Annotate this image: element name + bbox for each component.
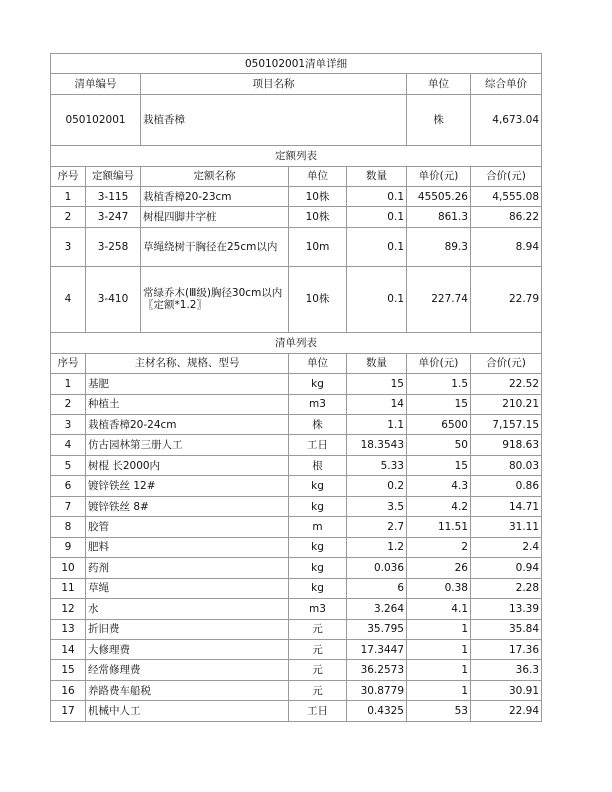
- quota-no: 1: [51, 186, 86, 206]
- bill-detail-sheet: [50, 53, 541, 722]
- material-no: 14: [51, 640, 86, 660]
- quota-row: [51, 207, 542, 227]
- quota-name: 栽植香樟20-23cm: [141, 186, 289, 206]
- material-row: [51, 517, 542, 537]
- material-price: 11.51: [407, 517, 471, 537]
- bill-detail-table: [50, 53, 542, 722]
- material-unit: kg: [289, 374, 347, 394]
- material-unit: m3: [289, 599, 347, 619]
- material-no: 1: [51, 374, 86, 394]
- list-header-name: 项目名称: [141, 74, 407, 94]
- title-row: [51, 54, 542, 74]
- material-header-row: [51, 353, 542, 373]
- material-name: 树棍 长2000内: [86, 455, 289, 475]
- material-header-no: 序号: [51, 353, 86, 373]
- material-price: 0.38: [407, 578, 471, 598]
- material-total: 36.3: [471, 660, 542, 680]
- material-name: 胶管: [86, 517, 289, 537]
- material-unit: 工日: [289, 701, 347, 722]
- quota-total: 22.79: [471, 266, 542, 332]
- quota-header-name: 定额名称: [141, 166, 289, 186]
- material-section-row: [51, 333, 542, 353]
- quota-name: 常绿乔木(Ⅲ级)胸径30cm以内〖定额*1.2〗: [141, 266, 289, 332]
- material-name: 镀锌铁丝 12#: [86, 476, 289, 496]
- material-total: 31.11: [471, 517, 542, 537]
- material-row: [51, 680, 542, 700]
- quota-no: 2: [51, 207, 86, 227]
- list-item-row: [51, 94, 542, 145]
- quota-code: 3-410: [86, 266, 141, 332]
- material-price: 26: [407, 558, 471, 578]
- material-unit: kg: [289, 496, 347, 516]
- material-qty: 2.7: [347, 517, 407, 537]
- material-total: 14.71: [471, 496, 542, 516]
- material-qty: 1.1: [347, 415, 407, 435]
- material-name: 仿古园林第三册人工: [86, 435, 289, 455]
- material-qty: 15: [347, 374, 407, 394]
- quota-unit: 10株: [289, 207, 347, 227]
- material-price: 1: [407, 640, 471, 660]
- material-qty: 6: [347, 578, 407, 598]
- material-row: [51, 537, 542, 557]
- list-header-unit: 单位: [407, 74, 471, 94]
- material-price: 2: [407, 537, 471, 557]
- material-price: 1: [407, 660, 471, 680]
- material-row: [51, 415, 542, 435]
- material-row: [51, 640, 542, 660]
- quota-qty: 0.1: [347, 186, 407, 206]
- material-unit: 元: [289, 640, 347, 660]
- material-no: 5: [51, 455, 86, 475]
- material-name: 种植土: [86, 394, 289, 414]
- material-name: 经常修理费: [86, 660, 289, 680]
- material-qty: 3.264: [347, 599, 407, 619]
- quota-price: 861.3: [407, 207, 471, 227]
- quota-header-no: 序号: [51, 166, 86, 186]
- material-price: 15: [407, 394, 471, 414]
- material-no: 16: [51, 680, 86, 700]
- list-header-code: 清单编号: [51, 74, 141, 94]
- material-no: 17: [51, 701, 86, 722]
- material-price: 1: [407, 619, 471, 639]
- material-qty: 17.3447: [347, 640, 407, 660]
- material-price: 1: [407, 680, 471, 700]
- material-total: 0.86: [471, 476, 542, 496]
- material-name: 草绳: [86, 578, 289, 598]
- quota-price: 45505.26: [407, 186, 471, 206]
- material-name: 肥料: [86, 537, 289, 557]
- material-qty: 5.33: [347, 455, 407, 475]
- list-item-price: 4,673.04: [471, 94, 542, 145]
- quota-name: 树棍四脚井字桩: [141, 207, 289, 227]
- material-price: 15: [407, 455, 471, 475]
- material-total: 17.36: [471, 640, 542, 660]
- material-name: 药剂: [86, 558, 289, 578]
- material-qty: 35.795: [347, 619, 407, 639]
- material-qty: 0.036: [347, 558, 407, 578]
- quota-code: 3-247: [86, 207, 141, 227]
- material-no: 2: [51, 394, 86, 414]
- material-unit: 元: [289, 680, 347, 700]
- material-name: 养路费车船税: [86, 680, 289, 700]
- list-item-unit: 株: [407, 94, 471, 145]
- material-unit: 元: [289, 660, 347, 680]
- material-unit: 株: [289, 415, 347, 435]
- material-total: 30.91: [471, 680, 542, 700]
- quota-qty: 0.1: [347, 207, 407, 227]
- material-qty: 18.3543: [347, 435, 407, 455]
- material-unit: m3: [289, 394, 347, 414]
- material-total: 13.39: [471, 599, 542, 619]
- material-row: [51, 701, 542, 722]
- material-row: [51, 435, 542, 455]
- material-total: 918.63: [471, 435, 542, 455]
- material-name: 镀锌铁丝 8#: [86, 496, 289, 516]
- material-header-total: 合价(元): [471, 353, 542, 373]
- material-no: 12: [51, 599, 86, 619]
- material-name: 水: [86, 599, 289, 619]
- material-total: 22.52: [471, 374, 542, 394]
- material-row: [51, 578, 542, 598]
- material-row: [51, 599, 542, 619]
- material-unit: 工日: [289, 435, 347, 455]
- material-row: [51, 394, 542, 414]
- material-qty: 14: [347, 394, 407, 414]
- quota-header-unit: 单位: [289, 166, 347, 186]
- material-unit: 根: [289, 455, 347, 475]
- list-item-code: 050102001: [51, 94, 141, 145]
- quota-name: 草绳绕树干胸径在25cm以内: [141, 227, 289, 266]
- material-price: 6500: [407, 415, 471, 435]
- quota-row: [51, 186, 542, 206]
- material-total: 2.4: [471, 537, 542, 557]
- material-no: 6: [51, 476, 86, 496]
- material-section-title: 清单列表: [51, 333, 542, 353]
- list-header-price: 综合单价: [471, 74, 542, 94]
- material-total: 2.28: [471, 578, 542, 598]
- material-price: 50: [407, 435, 471, 455]
- material-no: 3: [51, 415, 86, 435]
- quota-total: 4,555.08: [471, 186, 542, 206]
- material-unit: kg: [289, 558, 347, 578]
- material-qty: 36.2573: [347, 660, 407, 680]
- quota-total: 8.94: [471, 227, 542, 266]
- quota-section-row: [51, 146, 542, 166]
- quota-code: 3-258: [86, 227, 141, 266]
- quota-unit: 10m: [289, 227, 347, 266]
- quota-row: [51, 266, 542, 332]
- material-name: 栽植香樟20-24cm: [86, 415, 289, 435]
- quota-header-row: [51, 166, 542, 186]
- material-header-unit: 单位: [289, 353, 347, 373]
- quota-total: 86.22: [471, 207, 542, 227]
- material-no: 4: [51, 435, 86, 455]
- material-row: [51, 558, 542, 578]
- material-header-qty: 数量: [347, 353, 407, 373]
- quota-header-price: 单价(元): [407, 166, 471, 186]
- quota-qty: 0.1: [347, 227, 407, 266]
- material-total: 7,157.15: [471, 415, 542, 435]
- material-name: 大修理费: [86, 640, 289, 660]
- quota-price: 89.3: [407, 227, 471, 266]
- material-no: 13: [51, 619, 86, 639]
- material-row: [51, 660, 542, 680]
- material-no: 8: [51, 517, 86, 537]
- material-price: 4.2: [407, 496, 471, 516]
- material-no: 9: [51, 537, 86, 557]
- material-name: 机械中人工: [86, 701, 289, 722]
- quota-section-title: 定额列表: [51, 146, 542, 166]
- material-name: 基肥: [86, 374, 289, 394]
- material-price: 1.5: [407, 374, 471, 394]
- material-total: 210.21: [471, 394, 542, 414]
- material-total: 80.03: [471, 455, 542, 475]
- quota-unit: 10株: [289, 266, 347, 332]
- material-no: 11: [51, 578, 86, 598]
- material-total: 0.94: [471, 558, 542, 578]
- material-header-name: 主材名称、规格、型号: [86, 353, 289, 373]
- material-price: 4.1: [407, 599, 471, 619]
- material-row: [51, 374, 542, 394]
- material-name: 折旧费: [86, 619, 289, 639]
- quota-code: 3-115: [86, 186, 141, 206]
- material-row: [51, 619, 542, 639]
- material-qty: 3.5: [347, 496, 407, 516]
- quota-qty: 0.1: [347, 266, 407, 332]
- material-row: [51, 455, 542, 475]
- material-total: 35.84: [471, 619, 542, 639]
- material-unit: kg: [289, 537, 347, 557]
- quota-unit: 10株: [289, 186, 347, 206]
- material-unit: kg: [289, 476, 347, 496]
- material-qty: 1.2: [347, 537, 407, 557]
- list-header-row: [51, 74, 542, 94]
- material-row: [51, 496, 542, 516]
- quota-no: 4: [51, 266, 86, 332]
- material-price: 4.3: [407, 476, 471, 496]
- material-no: 10: [51, 558, 86, 578]
- sheet-title: 050102001清单详细: [51, 54, 542, 74]
- material-unit: m: [289, 517, 347, 537]
- material-unit: kg: [289, 578, 347, 598]
- quota-header-total: 合价(元): [471, 166, 542, 186]
- material-price: 53: [407, 701, 471, 722]
- material-total: 22.94: [471, 701, 542, 722]
- material-qty: 0.2: [347, 476, 407, 496]
- material-no: 7: [51, 496, 86, 516]
- material-qty: 0.4325: [347, 701, 407, 722]
- material-header-price: 单价(元): [407, 353, 471, 373]
- material-no: 15: [51, 660, 86, 680]
- material-row: [51, 476, 542, 496]
- quota-header-code: 定额编号: [86, 166, 141, 186]
- quota-row: [51, 227, 542, 266]
- quota-header-qty: 数量: [347, 166, 407, 186]
- quota-no: 3: [51, 227, 86, 266]
- list-item-name: 栽植香樟: [141, 94, 407, 145]
- material-unit: 元: [289, 619, 347, 639]
- material-qty: 30.8779: [347, 680, 407, 700]
- quota-price: 227.74: [407, 266, 471, 332]
